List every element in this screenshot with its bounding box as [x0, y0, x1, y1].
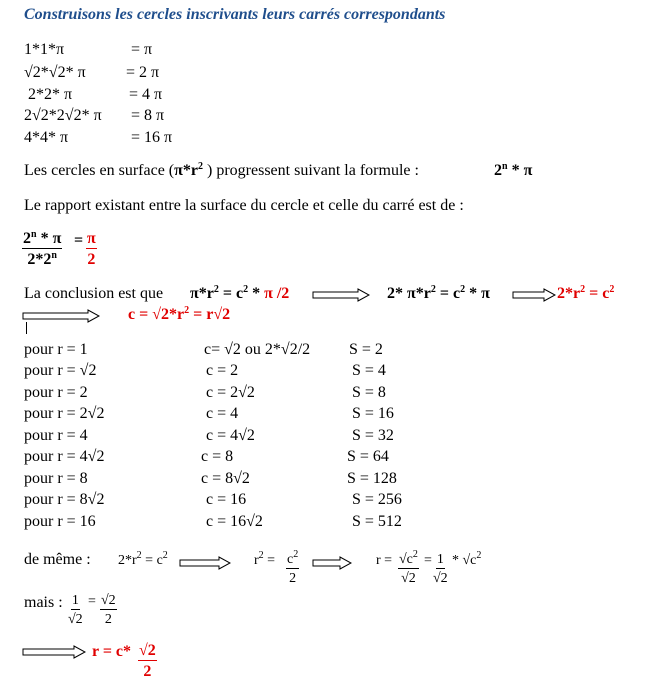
conclusion-formula-1: $\pi*r^2 = c^2 * \pi$ /2 [190, 284, 290, 302]
eq-rhs: = 2 π [126, 64, 160, 81]
eq-rhs: = 8 π [131, 107, 165, 124]
table-cell-r: pour r = 8 [24, 470, 88, 487]
table-cell-r: pour r = 8√2 [24, 491, 105, 508]
table-cell-r: pour r = √2 [24, 362, 97, 379]
table-cell-c: c = 8√2 [201, 470, 250, 487]
ratio-result-fraction: $\frac{\pi}{2}$ [87, 230, 96, 268]
right-arrow-icon [22, 645, 86, 659]
ratio-equals: = [74, 232, 84, 249]
table-cell-r: pour r = 1 [24, 341, 88, 358]
table-cell-s: S = 2 [349, 341, 383, 358]
right-arrow-icon [179, 556, 231, 570]
conclusion-formula-3: $2*r^2 = c^2$ [557, 284, 615, 302]
table-cell-s: S = 8 [352, 384, 386, 401]
final-formula-lhs: r = c* [92, 643, 132, 660]
de-meme-eq3-tail: * $√c^2$ [452, 550, 482, 568]
de-meme-eq3-fraction-1: $\frac{√c^2}{√2}$ [399, 549, 418, 586]
table-cell-s: S = 512 [352, 513, 402, 530]
mais-fraction-2: $\frac{√2}{2}$ [101, 593, 116, 627]
conclusion-formula-c: $c = √2*r^2 = r√2$ [128, 305, 231, 323]
eq-lhs: 2√2*2√2* π [24, 107, 102, 124]
de-meme-eq2-fraction: $\frac{c^2}{2}$ [287, 549, 299, 586]
table-cell-s: S = 32 [352, 427, 394, 444]
eq-rhs: = 16 π [131, 129, 173, 146]
table-cell-r: pour r = 2 [24, 384, 88, 401]
de-meme-eq3-fraction-2: $\frac{1}{√2}$ [433, 552, 448, 586]
ratio-fraction: $\frac{2^n * \pi}{2*2^n}$ [23, 229, 62, 268]
progress-rest: ) progressent suivant la formule : [203, 162, 419, 179]
table-cell-s: S = 16 [352, 405, 394, 422]
table-cell-c: c = 2√2 [206, 384, 255, 401]
table-cell-c: c= √2 ou 2*√2/2 [204, 341, 311, 358]
mais-fraction-1: $\frac{1}{√2}$ [68, 593, 83, 627]
progress-result: 2$^n$ * π [494, 161, 533, 179]
eq-rhs: = 4 π [129, 86, 163, 103]
right-arrow-icon [22, 309, 100, 323]
eq-lhs: √2*√2* π [24, 64, 86, 81]
right-arrow-icon [312, 556, 352, 570]
table-cell-s: S = 4 [352, 362, 386, 379]
table-cell-s: S = 256 [352, 491, 402, 508]
table-cell-c: c = 4√2 [206, 427, 255, 444]
eq-lhs: 4*4* π [24, 129, 69, 146]
ratio-paragraph: Le rapport existant entre la surface du cercle et celle du carré est de : [24, 197, 464, 214]
mais-equals: = [88, 594, 96, 609]
eq-rhs: = π [131, 41, 153, 58]
table-cell-c: c = 16 [206, 491, 247, 508]
de-meme-label: de même : [24, 551, 91, 568]
eq-lhs: 2*2* π [28, 86, 73, 103]
progress-paragraph [24, 162, 419, 180]
progress-text: Les cercles en surface ( [24, 162, 175, 179]
de-meme-eq1: $2*r^2 = c^2$ [118, 550, 168, 568]
table-cell-r: pour r = 16 [24, 513, 96, 530]
table-cell-c: c = 4 [206, 405, 239, 422]
table-cell-c: c = 8 [201, 448, 234, 465]
table-cell-s: S = 128 [347, 470, 397, 487]
conclusion-lead: La conclusion est que [24, 285, 164, 302]
right-arrow-icon [312, 288, 370, 302]
eq-lhs: 1*1*π [24, 41, 65, 58]
mais-label: mais : [24, 594, 63, 611]
table-cell-c: c = 2 [206, 362, 239, 379]
final-formula-fraction: $\frac{√2}{2}$ [139, 642, 156, 680]
table-cell-c: c = 16√2 [206, 513, 263, 530]
de-meme-eq3-equals: = [424, 553, 432, 568]
table-cell-s: S = 64 [347, 448, 389, 465]
de-meme-eq2-lhs: $r^2$ = [254, 550, 276, 568]
table-cell-r: pour r = 2√2 [24, 405, 105, 422]
right-arrow-icon [512, 288, 556, 302]
text-cursor [26, 322, 27, 334]
de-meme-eq3-lhs: r = [376, 553, 393, 568]
conclusion-formula-2: 2* $\pi*r^2 = c^2 * \pi$ [387, 284, 490, 302]
page-title: Construisons les cercles inscrivants leurs carrés correspondants [24, 6, 446, 23]
table-cell-r: pour r = 4√2 [24, 448, 105, 465]
table-cell-r: pour r = 4 [24, 427, 88, 444]
progress-formula: $\pi*r^2$ [174, 161, 203, 179]
